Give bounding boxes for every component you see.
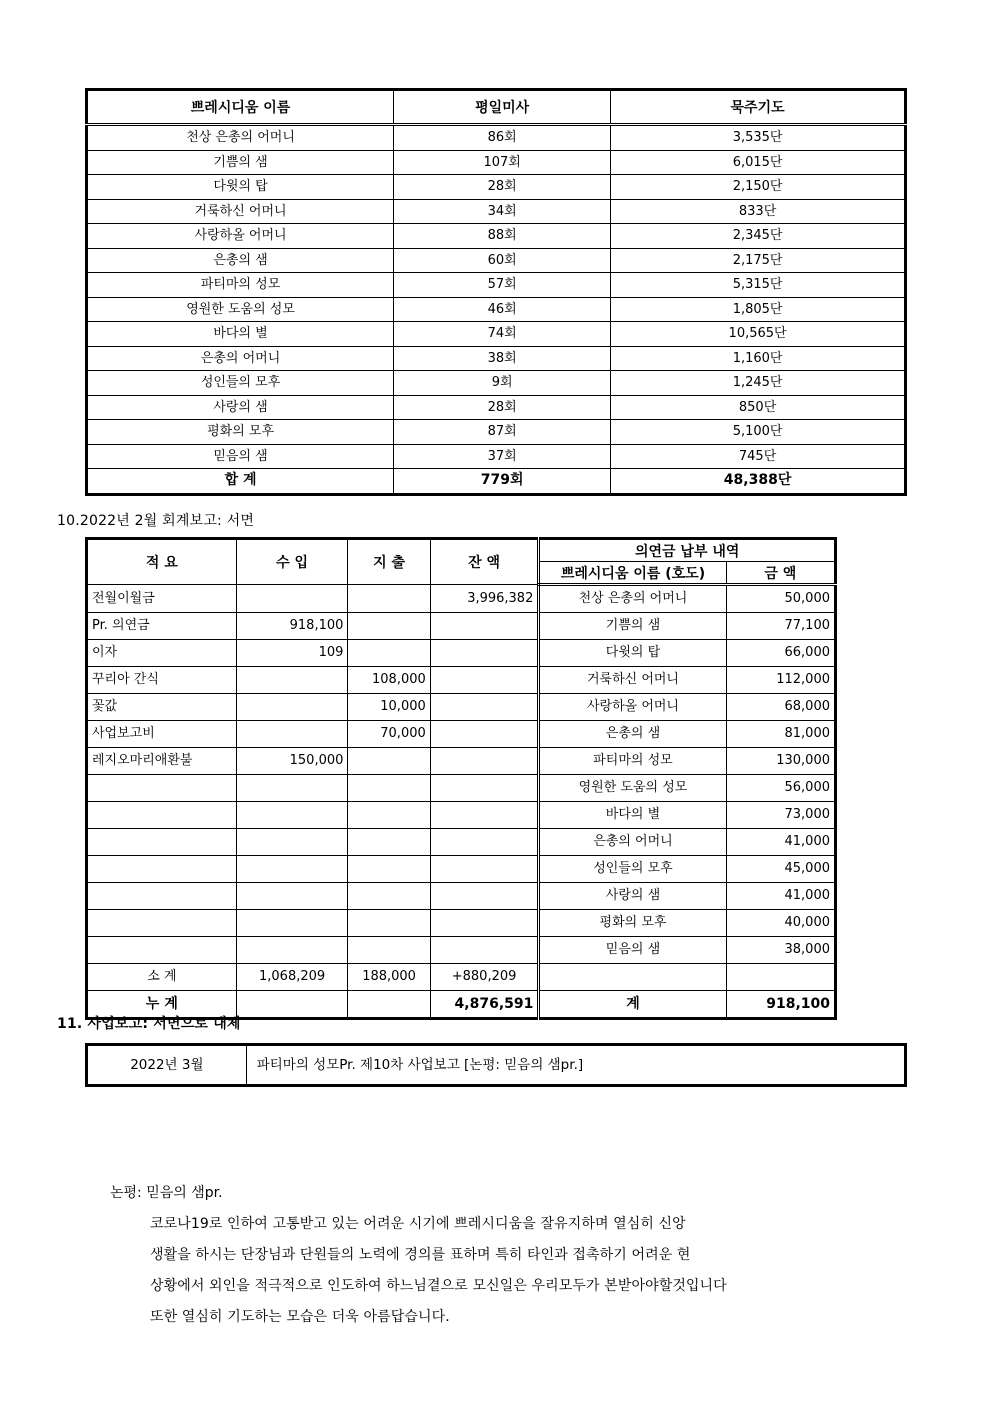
donation-name-cell: 다윗의 탑 bbox=[539, 640, 726, 667]
ledger-balance-cell bbox=[430, 856, 539, 883]
praesidium-name-cell: 믿음의 샘 bbox=[87, 444, 394, 469]
ledger-expense-cell bbox=[348, 748, 430, 775]
donation-amount-cell: 40,000 bbox=[726, 910, 835, 937]
donation-amount-cell: 41,000 bbox=[726, 829, 835, 856]
ledger-description-cell: 이자 bbox=[87, 640, 237, 667]
table1-total-weekday-mass: 779회 bbox=[394, 469, 611, 495]
ledger-description-cell bbox=[87, 829, 237, 856]
praesidium-name-cell: 사랑의 샘 bbox=[87, 395, 394, 420]
table-row bbox=[87, 346, 906, 371]
subtotal-donation-name bbox=[539, 964, 726, 991]
business-report-table-container bbox=[85, 1043, 907, 1087]
ledger-expense-cell bbox=[348, 585, 430, 613]
weekday-mass-cell: 28회 bbox=[394, 395, 611, 420]
table-row bbox=[87, 613, 836, 640]
rosary-cell: 833단 bbox=[611, 199, 906, 224]
table1-col-header-rosary: 묵주기도 bbox=[611, 90, 906, 125]
table-row bbox=[87, 150, 906, 175]
weekday-mass-cell: 38회 bbox=[394, 346, 611, 371]
table1-col-header-weekday-mass: 평일미사 bbox=[394, 90, 611, 125]
subtotal-label: 소 계 bbox=[87, 964, 237, 991]
table2-col-header-balance: 잔 액 bbox=[430, 539, 539, 585]
praesidium-activity-table-container bbox=[85, 88, 907, 496]
weekday-mass-cell: 37회 bbox=[394, 444, 611, 469]
rosary-cell: 1,160단 bbox=[611, 346, 906, 371]
commentary-line-3: 상황에서 외인을 적극적으로 인도하여 하느님곁으로 모신일은 우리모두가 본받아야할것입니다 bbox=[150, 1278, 727, 1294]
praesidium-name-cell: 은총의 어머니 bbox=[87, 346, 394, 371]
weekday-mass-cell: 28회 bbox=[394, 175, 611, 200]
business-report-table bbox=[85, 1043, 907, 1087]
table-row bbox=[87, 856, 836, 883]
table-row bbox=[87, 775, 836, 802]
ledger-expense-cell bbox=[348, 775, 430, 802]
ledger-income-cell bbox=[236, 883, 348, 910]
ledger-expense-cell bbox=[348, 856, 430, 883]
donation-name-cell: 영원한 도움의 성모 bbox=[539, 775, 726, 802]
donation-amount-cell: 66,000 bbox=[726, 640, 835, 667]
ledger-expense-cell: 10,000 bbox=[348, 694, 430, 721]
table2-col-header-description: 적 요 bbox=[87, 539, 237, 585]
ledger-balance-cell bbox=[430, 721, 539, 748]
commentary-line-4: 또한 열심히 기도하는 모습은 더욱 아름답습니다. bbox=[150, 1309, 450, 1325]
business-report-date: 2022년 3월 bbox=[87, 1045, 247, 1086]
table-row bbox=[87, 125, 906, 151]
table-row bbox=[87, 667, 836, 694]
rosary-cell: 5,315단 bbox=[611, 273, 906, 298]
donation-amount-cell: 81,000 bbox=[726, 721, 835, 748]
ledger-balance-cell bbox=[430, 829, 539, 856]
praesidium-name-cell: 성인들의 모후 bbox=[87, 371, 394, 396]
business-report-body: 파티마의 성모Pr. 제10차 사업보고 [논평: 믿음의 샘pr.] bbox=[246, 1045, 905, 1086]
ledger-income-cell bbox=[236, 910, 348, 937]
ledger-income-cell bbox=[236, 856, 348, 883]
weekday-mass-cell: 107회 bbox=[394, 150, 611, 175]
table3-body bbox=[87, 1045, 906, 1086]
subtotal-income: 1,068,209 bbox=[236, 964, 348, 991]
ledger-balance-cell bbox=[430, 667, 539, 694]
weekday-mass-cell: 60회 bbox=[394, 248, 611, 273]
praesidium-name-cell: 바다의 별 bbox=[87, 322, 394, 347]
table2-head bbox=[87, 539, 836, 585]
ledger-income-cell bbox=[236, 667, 348, 694]
cumulative-donation-name: 계 bbox=[539, 991, 726, 1019]
weekday-mass-cell: 74회 bbox=[394, 322, 611, 347]
praesidium-name-cell: 다윗의 탑 bbox=[87, 175, 394, 200]
ledger-description-cell: Pr. 의연금 bbox=[87, 613, 237, 640]
table-row bbox=[87, 371, 906, 396]
commentary-line-1: 코로나19로 인하여 고통받고 있는 어려운 시기에 쁘레시디움을 잘유지하며 열심히 신앙 bbox=[150, 1216, 686, 1232]
table-row bbox=[87, 585, 836, 613]
rosary-cell: 2,345단 bbox=[611, 224, 906, 249]
rosary-cell: 745단 bbox=[611, 444, 906, 469]
table1-head bbox=[87, 90, 906, 125]
commentary-block bbox=[0, 1178, 992, 1333]
commentary-line-2: 생활을 하시는 단장님과 단원들의 노력에 경의를 표하며 특히 타인과 접촉하기 어려운 현 bbox=[150, 1247, 691, 1263]
donation-name-cell: 거룩하신 어머니 bbox=[539, 667, 726, 694]
rosary-cell: 2,175단 bbox=[611, 248, 906, 273]
ledger-balance-cell bbox=[430, 883, 539, 910]
table1-col-header-name: 쁘레시디움 이름 bbox=[87, 90, 394, 125]
cumulative-donation-amount: 918,100 bbox=[726, 991, 835, 1019]
table-row bbox=[87, 444, 906, 469]
table-row bbox=[87, 1045, 906, 1086]
table2-col-header-donation-group: 의연금 납부 내역 bbox=[539, 539, 836, 562]
ledger-description-cell bbox=[87, 937, 237, 964]
praesidium-name-cell: 천상 은총의 어머니 bbox=[87, 125, 394, 151]
table1-body bbox=[87, 125, 906, 495]
ledger-income-cell bbox=[236, 694, 348, 721]
ledger-description-cell bbox=[87, 910, 237, 937]
rosary-cell: 6,015단 bbox=[611, 150, 906, 175]
commentary-title: 논평: 믿음의 샘pr. bbox=[110, 1185, 223, 1201]
weekday-mass-cell: 46회 bbox=[394, 297, 611, 322]
ledger-income-cell bbox=[236, 802, 348, 829]
ledger-expense-cell bbox=[348, 613, 430, 640]
ledger-balance-cell bbox=[430, 613, 539, 640]
ledger-balance-cell bbox=[430, 937, 539, 964]
rosary-cell: 1,805단 bbox=[611, 297, 906, 322]
praesidium-name-cell: 영원한 도움의 성모 bbox=[87, 297, 394, 322]
accounting-report-table bbox=[85, 537, 837, 1020]
ledger-income-cell bbox=[236, 829, 348, 856]
ledger-description-cell bbox=[87, 883, 237, 910]
table-row bbox=[87, 322, 906, 347]
table-row bbox=[87, 802, 836, 829]
ledger-expense-cell bbox=[348, 883, 430, 910]
ledger-description-cell: 꾸리아 간식 bbox=[87, 667, 237, 694]
ledger-description-cell: 전월이월금 bbox=[87, 585, 237, 613]
ledger-balance-cell bbox=[430, 910, 539, 937]
weekday-mass-cell: 57회 bbox=[394, 273, 611, 298]
ledger-balance-cell bbox=[430, 802, 539, 829]
praesidium-name-cell: 은총의 샘 bbox=[87, 248, 394, 273]
ledger-description-cell bbox=[87, 802, 237, 829]
table2-col-header-expense: 지 출 bbox=[348, 539, 430, 585]
ledger-expense-cell bbox=[348, 937, 430, 964]
donation-name-cell: 평화의 모후 bbox=[539, 910, 726, 937]
table-row bbox=[87, 883, 836, 910]
donation-amount-cell: 56,000 bbox=[726, 775, 835, 802]
section-10-heading: 10.2022년 2월 회계보고: 서면 bbox=[57, 513, 255, 529]
section-11-heading: 11. 사업보고: 서면으로 대체 bbox=[57, 1016, 241, 1032]
subtotal-donation-amount bbox=[726, 964, 835, 991]
donation-name-cell: 파티마의 성모 bbox=[539, 748, 726, 775]
ledger-balance-cell: 3,996,382 bbox=[430, 585, 539, 613]
donation-name-cell: 사랑하올 어머니 bbox=[539, 694, 726, 721]
ledger-description-cell: 레지오마리애환불 bbox=[87, 748, 237, 775]
weekday-mass-cell: 86회 bbox=[394, 125, 611, 151]
praesidium-name-cell: 기쁨의 샘 bbox=[87, 150, 394, 175]
ledger-income-cell: 109 bbox=[236, 640, 348, 667]
ledger-expense-cell bbox=[348, 910, 430, 937]
donation-amount-cell: 45,000 bbox=[726, 856, 835, 883]
cumulative-label: 누 계 bbox=[87, 991, 237, 1019]
weekday-mass-cell: 88회 bbox=[394, 224, 611, 249]
rosary-cell: 10,565단 bbox=[611, 322, 906, 347]
praesidium-name-cell: 평화의 모후 bbox=[87, 420, 394, 445]
ledger-expense-cell bbox=[348, 829, 430, 856]
ledger-description-cell bbox=[87, 856, 237, 883]
table-row bbox=[87, 199, 906, 224]
table1-total-rosary: 48,388단 bbox=[611, 469, 906, 495]
table1-total-label: 합 계 bbox=[87, 469, 394, 495]
praesidium-name-cell: 사랑하올 어머니 bbox=[87, 224, 394, 249]
cumulative-expense bbox=[348, 991, 430, 1019]
rosary-cell: 2,150단 bbox=[611, 175, 906, 200]
weekday-mass-cell: 87회 bbox=[394, 420, 611, 445]
donation-amount-cell: 68,000 bbox=[726, 694, 835, 721]
table-row bbox=[87, 420, 906, 445]
praesidium-name-cell: 파티마의 성모 bbox=[87, 273, 394, 298]
cumulative-balance: 4,876,591 bbox=[430, 991, 539, 1019]
rosary-cell: 5,100단 bbox=[611, 420, 906, 445]
table-row bbox=[87, 829, 836, 856]
table1-total-row bbox=[87, 469, 906, 495]
table-row bbox=[87, 721, 836, 748]
ledger-income-cell bbox=[236, 937, 348, 964]
ledger-income-cell: 150,000 bbox=[236, 748, 348, 775]
table-row bbox=[87, 273, 906, 298]
donation-name-cell: 천상 은총의 어머니 bbox=[539, 585, 726, 613]
table-row bbox=[87, 910, 836, 937]
rosary-cell: 850단 bbox=[611, 395, 906, 420]
donation-name-cell: 은총의 어머니 bbox=[539, 829, 726, 856]
ledger-balance-cell bbox=[430, 748, 539, 775]
ledger-income-cell: 918,100 bbox=[236, 613, 348, 640]
cumulative-income bbox=[236, 991, 348, 1019]
table-row bbox=[87, 937, 836, 964]
donation-name-cell: 바다의 별 bbox=[539, 802, 726, 829]
table-row bbox=[87, 248, 906, 273]
table-row bbox=[87, 395, 906, 420]
donation-amount-cell: 41,000 bbox=[726, 883, 835, 910]
table-row bbox=[87, 694, 836, 721]
table-row bbox=[87, 297, 906, 322]
ledger-expense-cell bbox=[348, 802, 430, 829]
praesidium-activity-table bbox=[85, 88, 907, 496]
accounting-report-table-container bbox=[85, 537, 837, 1020]
table-row bbox=[87, 748, 836, 775]
ledger-expense-cell: 70,000 bbox=[348, 721, 430, 748]
ledger-income-cell bbox=[236, 775, 348, 802]
donation-name-cell: 은총의 샘 bbox=[539, 721, 726, 748]
rosary-cell: 3,535단 bbox=[611, 125, 906, 151]
table-row bbox=[87, 175, 906, 200]
table1-header-row bbox=[87, 90, 906, 125]
table2-header-row-top bbox=[87, 539, 836, 562]
donation-name-cell: 믿음의 샘 bbox=[539, 937, 726, 964]
table-row bbox=[87, 224, 906, 249]
table2-col-header-donation-name: 쁘레시디움 이름 (호도) bbox=[539, 562, 726, 585]
ledger-income-cell bbox=[236, 721, 348, 748]
table-row bbox=[87, 640, 836, 667]
praesidium-name-cell: 거룩하신 어머니 bbox=[87, 199, 394, 224]
rosary-cell: 1,245단 bbox=[611, 371, 906, 396]
table2-body bbox=[87, 585, 836, 1019]
donation-name-cell: 기쁨의 샘 bbox=[539, 613, 726, 640]
subtotal-expense: 188,000 bbox=[348, 964, 430, 991]
donation-amount-cell: 38,000 bbox=[726, 937, 835, 964]
donation-amount-cell: 130,000 bbox=[726, 748, 835, 775]
ledger-description-cell bbox=[87, 775, 237, 802]
donation-name-cell: 성인들의 모후 bbox=[539, 856, 726, 883]
ledger-balance-cell bbox=[430, 694, 539, 721]
donation-name-cell: 사랑의 샘 bbox=[539, 883, 726, 910]
table2-col-header-income: 수 입 bbox=[236, 539, 348, 585]
ledger-description-cell: 사업보고비 bbox=[87, 721, 237, 748]
ledger-expense-cell: 108,000 bbox=[348, 667, 430, 694]
donation-amount-cell: 112,000 bbox=[726, 667, 835, 694]
weekday-mass-cell: 9회 bbox=[394, 371, 611, 396]
ledger-description-cell: 꽃값 bbox=[87, 694, 237, 721]
ledger-expense-cell bbox=[348, 640, 430, 667]
subtotal-balance: +880,209 bbox=[430, 964, 539, 991]
donation-amount-cell: 73,000 bbox=[726, 802, 835, 829]
ledger-income-cell bbox=[236, 585, 348, 613]
donation-amount-cell: 50,000 bbox=[726, 585, 835, 613]
table2-subtotal-row bbox=[87, 964, 836, 991]
table2-col-header-donation-amount: 금 액 bbox=[726, 562, 835, 585]
ledger-balance-cell bbox=[430, 775, 539, 802]
donation-amount-cell: 77,100 bbox=[726, 613, 835, 640]
ledger-balance-cell bbox=[430, 640, 539, 667]
weekday-mass-cell: 34회 bbox=[394, 199, 611, 224]
